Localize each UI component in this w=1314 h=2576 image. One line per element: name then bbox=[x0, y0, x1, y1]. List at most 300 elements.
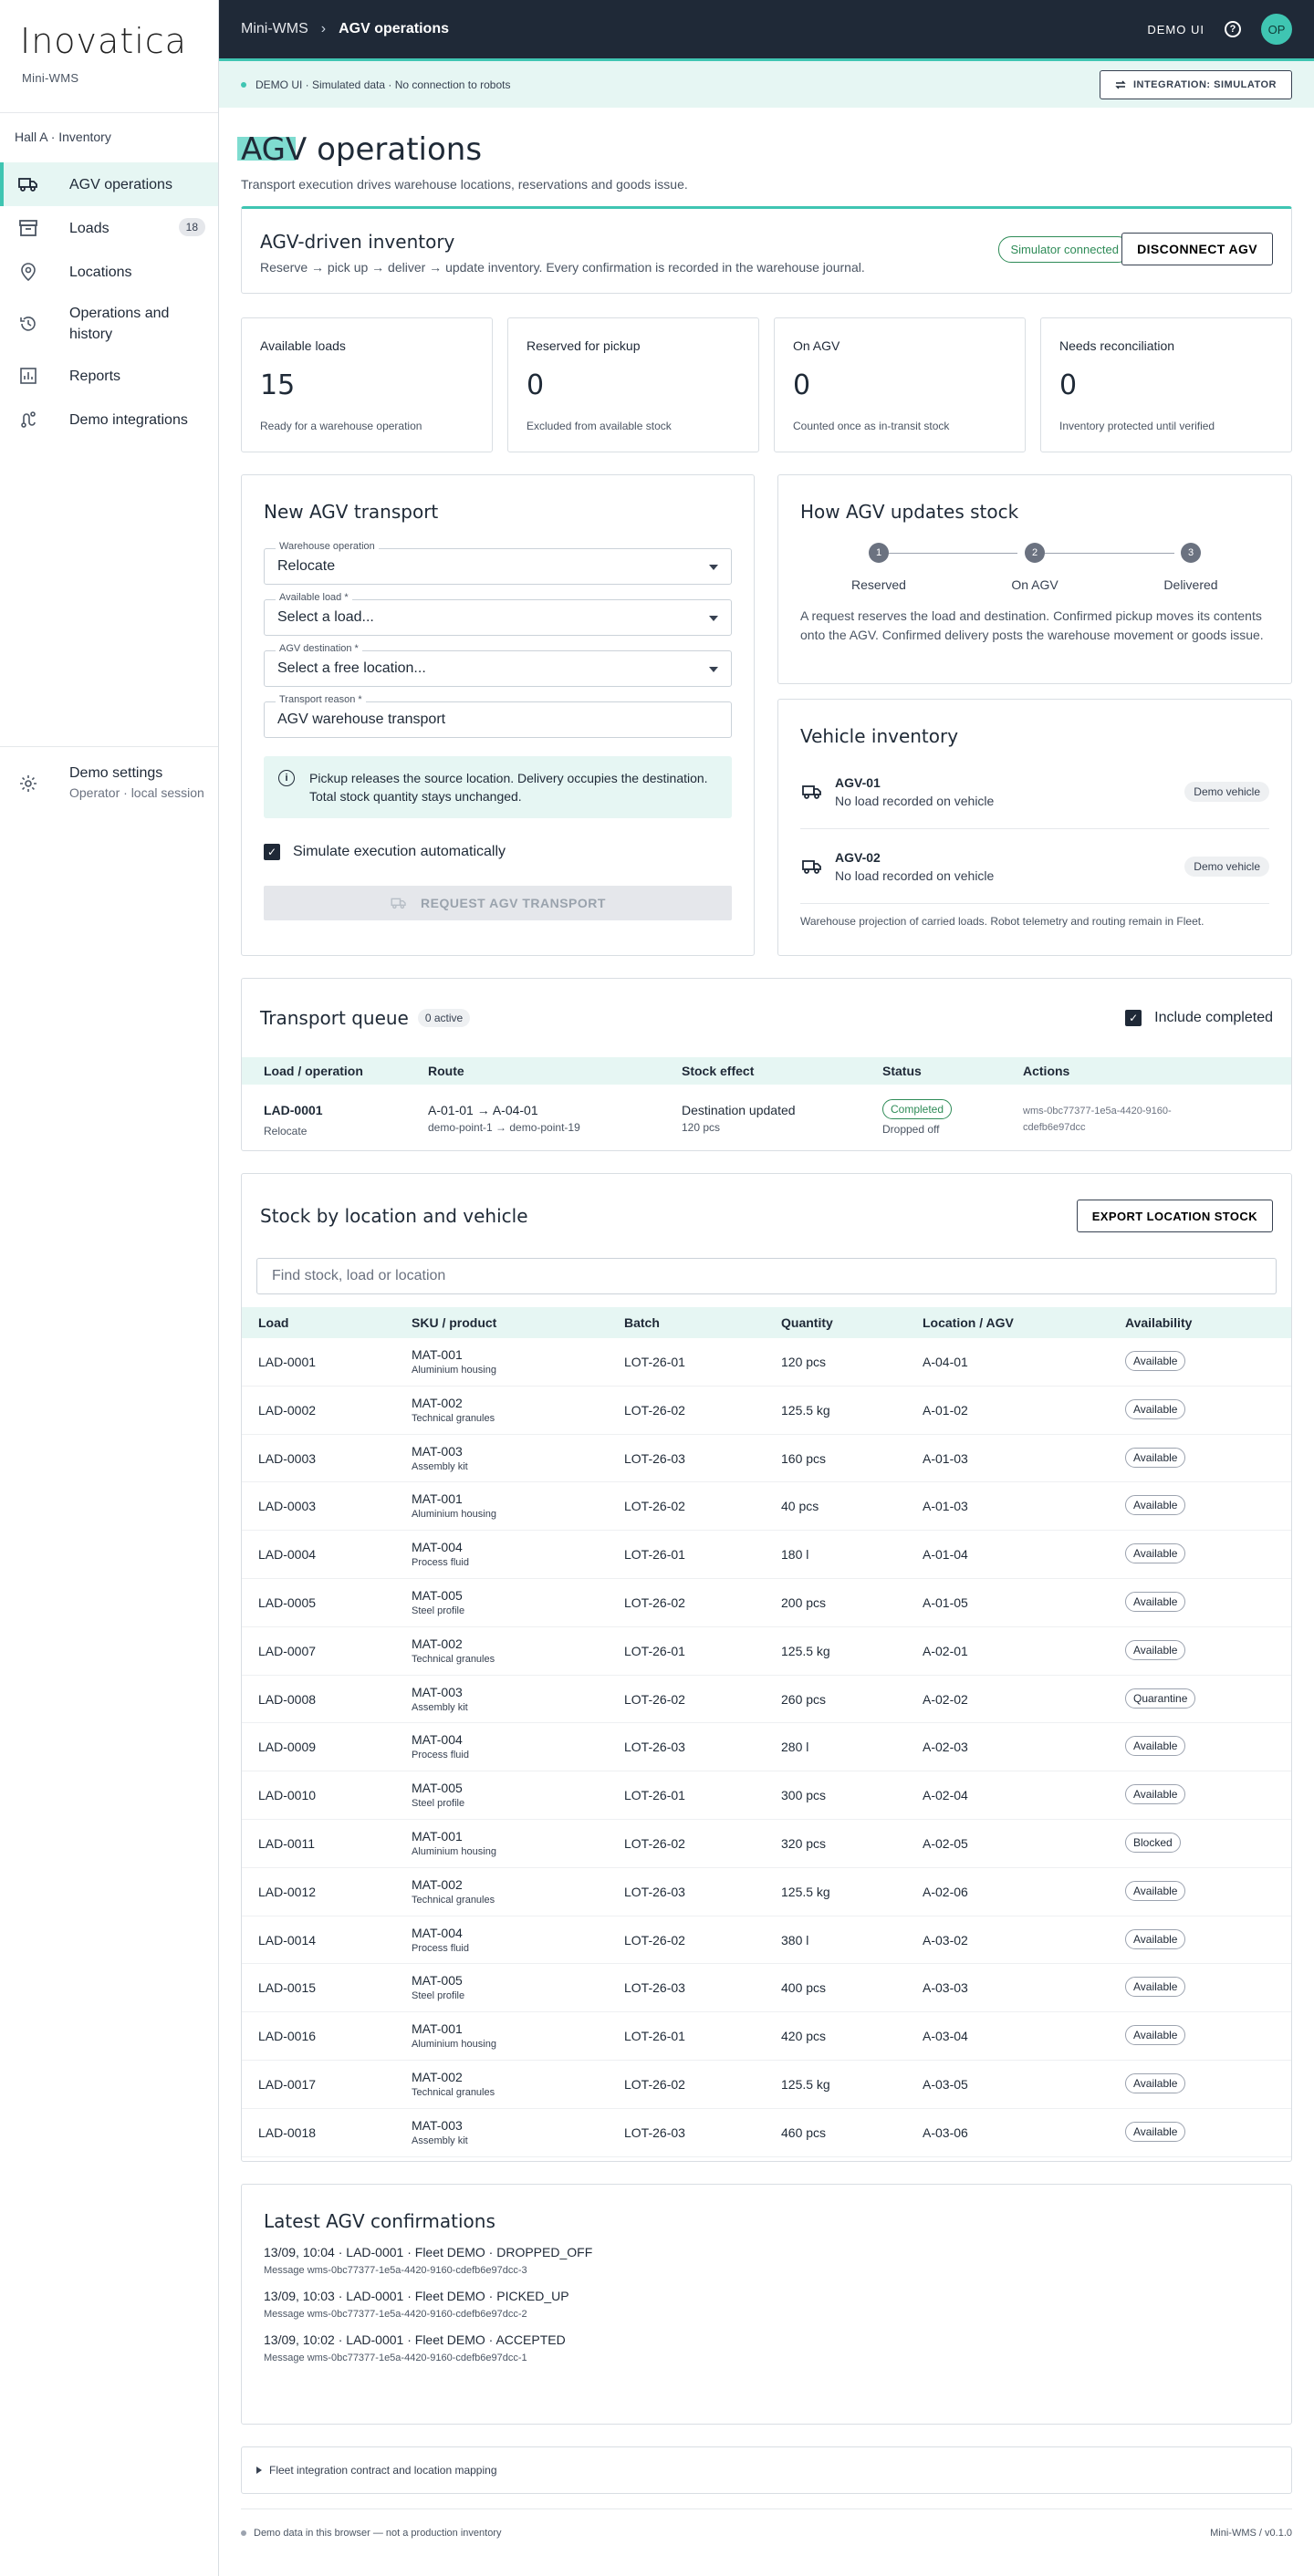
queue-effect-qty: 120 pcs bbox=[682, 1121, 721, 1134]
stock-quantity: 320 pcs bbox=[781, 1835, 827, 1851]
stat-label: Reserved for pickup bbox=[527, 338, 641, 353]
availability-badge: Available bbox=[1125, 1543, 1185, 1563]
stock-sku: MAT-005 bbox=[412, 1781, 463, 1796]
stock-load: LAD-0002 bbox=[258, 1402, 317, 1418]
footer-dot-icon bbox=[241, 2530, 246, 2536]
warehouse-operation-select[interactable] bbox=[264, 541, 732, 585]
stock-product: Technical granules bbox=[412, 1412, 495, 1424]
stock-product: Technical granules bbox=[412, 2086, 495, 2098]
checkbox-checked-icon: ✓ bbox=[1125, 1010, 1142, 1026]
stock-load: LAD-0018 bbox=[258, 2124, 317, 2140]
availability-badge: Available bbox=[1125, 1881, 1185, 1901]
queue-load: LAD-0001 bbox=[264, 1103, 323, 1117]
info-line: Pickup releases the source location. Delivery occupies the destination. bbox=[309, 771, 708, 785]
vehicle-list bbox=[800, 754, 1269, 904]
vehicle-note: Warehouse projection of carried loads. Robot telemetry and routing remain in Fleet. bbox=[800, 915, 1204, 928]
stock-product: Technical granules bbox=[412, 1653, 495, 1665]
agv-destination-select[interactable] bbox=[264, 643, 732, 687]
integration-simulator-button[interactable] bbox=[1100, 70, 1292, 99]
queue-action-id: wms-0bc77377-1e5a-4420-9160-cdefb6e97dcc bbox=[1023, 1106, 1172, 1133]
stat-note: Inventory protected until verified bbox=[1059, 420, 1215, 432]
stock-sku: MAT-001 bbox=[412, 2021, 463, 2037]
sidebar-item-demo-integrations[interactable] bbox=[0, 398, 218, 441]
footer bbox=[241, 2508, 1292, 2539]
sidebar-item-operations-history[interactable] bbox=[0, 294, 218, 354]
how-agv-updates-card bbox=[777, 474, 1292, 684]
sidebar-item-agv-operations[interactable] bbox=[0, 162, 218, 206]
stat-value: 0 bbox=[1059, 369, 1078, 401]
transport-queue-card bbox=[241, 978, 1292, 1151]
confirmations-list bbox=[264, 2245, 1269, 2363]
how-description: A request reserves the load and destination. Confirmed pickup moves its contents onto the AGV. Confirmed delivery posts the warehouse movement or goods issue. bbox=[800, 608, 1264, 642]
queue-active-count: 0 active bbox=[418, 1009, 470, 1027]
sidebar-item-reports[interactable] bbox=[0, 354, 218, 398]
field-value: Relocate bbox=[277, 558, 336, 574]
stock-load: LAD-0011 bbox=[258, 1835, 316, 1851]
stock-batch: LOT-26-02 bbox=[624, 1691, 685, 1707]
stock-quantity: 420 pcs bbox=[781, 2029, 827, 2044]
vehicle-inventory-card bbox=[777, 699, 1292, 956]
availability-badge: Quarantine bbox=[1125, 1688, 1195, 1709]
stock-product: Steel profile bbox=[412, 1990, 465, 2002]
top-bar-actions bbox=[1147, 14, 1292, 45]
stock-batch: LOT-26-03 bbox=[624, 2124, 685, 2140]
footer-note: Demo data in this browser — not a production inventory bbox=[254, 2528, 502, 2539]
map-pin-icon bbox=[18, 262, 38, 282]
stock-quantity: 125.5 kg bbox=[781, 1884, 830, 1899]
column-header: Actions bbox=[1023, 1064, 1070, 1078]
stock-load: LAD-0009 bbox=[258, 1740, 317, 1755]
stat-value: 0 bbox=[793, 369, 811, 401]
demo-vehicle-badge: Demo vehicle bbox=[1184, 857, 1269, 877]
caret-down-icon bbox=[709, 565, 718, 570]
vehicle-inventory-title: Vehicle inventory bbox=[800, 725, 959, 747]
confirmations-title: Latest AGV confirmations bbox=[264, 2210, 495, 2232]
confirmation-message: Message wms-0bc77377-1e5a-4420-9160-cdefb6e97dcc-2 bbox=[264, 2309, 527, 2320]
stock-sku: MAT-002 bbox=[412, 2069, 463, 2084]
checkbox-label: Include completed bbox=[1154, 1010, 1273, 1025]
loads-count-badge: 18 bbox=[179, 218, 205, 236]
stock-product: Process fluid bbox=[412, 1557, 469, 1569]
availability-badge: Available bbox=[1125, 1784, 1185, 1804]
table-row[interactable] bbox=[242, 1820, 1291, 1868]
sidebar-item-label: AGV operations bbox=[69, 176, 172, 192]
settings-subtitle: Operator · local session bbox=[69, 785, 204, 800]
availability-badge: Available bbox=[1125, 1929, 1185, 1949]
stock-load: LAD-0003 bbox=[258, 1450, 317, 1466]
caret-right-icon bbox=[256, 2467, 262, 2474]
breadcrumb-root[interactable]: Mini-WMS bbox=[241, 21, 308, 36]
availability-badge: Available bbox=[1125, 1351, 1185, 1371]
simulator-status-badge: Simulator connected bbox=[998, 236, 1131, 263]
stock-sku: MAT-001 bbox=[412, 1347, 463, 1362]
stock-quantity: 260 pcs bbox=[781, 1691, 827, 1707]
available-load-select[interactable] bbox=[264, 592, 732, 636]
chart-icon bbox=[18, 366, 38, 386]
demo-ui-label: DEMO UI bbox=[1147, 22, 1204, 36]
settings-title: Demo settings bbox=[69, 765, 163, 781]
integration-simulator-label: INTEGRATION: SIMULATOR bbox=[1132, 78, 1277, 90]
stock-location: A-03-02 bbox=[923, 1932, 968, 1948]
vehicle-status: No load recorded on vehicle bbox=[835, 867, 995, 883]
stock-batch: LOT-26-03 bbox=[624, 1884, 685, 1899]
page-title-text: AGV operations bbox=[241, 131, 483, 168]
stock-batch: LOT-26-02 bbox=[624, 1402, 685, 1418]
stock-quantity: 160 pcs bbox=[781, 1450, 827, 1466]
stock-by-location-card bbox=[241, 1173, 1292, 2162]
stock-location: A-02-05 bbox=[923, 1835, 968, 1851]
how-title: How AGV updates stock bbox=[800, 501, 1019, 523]
queue-stock-effect: Destination updated bbox=[682, 1103, 796, 1117]
stock-load: LAD-0010 bbox=[258, 1788, 317, 1803]
top-bar bbox=[219, 0, 1314, 58]
logo-subtitle: Mini-WMS bbox=[22, 71, 79, 85]
availability-badge: Available bbox=[1125, 1495, 1185, 1515]
availability-badge: Available bbox=[1125, 2122, 1185, 2142]
stock-sku: MAT-004 bbox=[412, 1732, 463, 1748]
column-header: Route bbox=[428, 1064, 464, 1078]
stock-header bbox=[242, 1174, 1291, 1258]
request-button-label: REQUEST AGV TRANSPORT bbox=[421, 896, 606, 910]
table-row[interactable] bbox=[242, 2061, 1291, 2109]
stock-product: Technical granules bbox=[412, 1894, 495, 1906]
help-icon[interactable]: ? bbox=[1225, 21, 1241, 37]
sidebar-item-label: Locations bbox=[69, 264, 132, 280]
export-location-stock-button[interactable]: EXPORT LOCATION STOCK bbox=[1077, 1200, 1273, 1232]
stock-location: A-03-06 bbox=[923, 2124, 968, 2140]
stock-batch: LOT-26-03 bbox=[624, 1980, 685, 1996]
stat-note: Excluded from available stock bbox=[527, 420, 672, 432]
sidebar-item-label: Operations and history bbox=[69, 306, 170, 342]
availability-badge: Available bbox=[1125, 1592, 1185, 1612]
info-line: Total stock quantity stays unchanged. bbox=[309, 789, 522, 804]
table-row[interactable] bbox=[242, 1676, 1291, 1724]
stock-location: A-03-04 bbox=[923, 2029, 968, 2044]
stock-sku: MAT-001 bbox=[412, 1828, 463, 1844]
status-badge: Completed bbox=[882, 1099, 952, 1119]
stock-product: Aluminium housing bbox=[412, 1509, 496, 1521]
table-row[interactable] bbox=[242, 1579, 1291, 1627]
stock-location: A-04-01 bbox=[923, 1355, 968, 1369]
fleet-integration-disclosure[interactable] bbox=[241, 2446, 1292, 2494]
field-label: Warehouse operation bbox=[276, 541, 379, 552]
stock-location: A-03-03 bbox=[923, 1980, 968, 1996]
field-value: AGV warehouse transport bbox=[277, 712, 446, 727]
stock-table-header bbox=[242, 1307, 1291, 1338]
stock-sku: MAT-003 bbox=[412, 1684, 463, 1699]
table-row[interactable] bbox=[242, 2012, 1291, 2061]
confirmation-message: Message wms-0bc77377-1e5a-4420-9160-cdefb6e97dcc-3 bbox=[264, 2265, 527, 2276]
stock-quantity: 125.5 kg bbox=[781, 1643, 830, 1658]
stock-sku: MAT-002 bbox=[412, 1636, 463, 1651]
table-row[interactable] bbox=[242, 1482, 1291, 1531]
step-number: 1 bbox=[869, 543, 889, 563]
stock-load: LAD-0003 bbox=[258, 1499, 317, 1514]
step-number: 3 bbox=[1181, 543, 1201, 563]
table-row[interactable] bbox=[242, 1723, 1291, 1771]
stock-sku: MAT-004 bbox=[412, 1540, 463, 1555]
history-icon bbox=[18, 314, 38, 334]
field-value: Select a load... bbox=[277, 609, 374, 625]
stock-location: A-02-06 bbox=[923, 1884, 968, 1899]
vehicle-status: No load recorded on vehicle bbox=[835, 793, 995, 808]
transport-info-box bbox=[264, 756, 732, 818]
field-value: Select a free location... bbox=[277, 660, 426, 676]
stock-load: LAD-0016 bbox=[258, 2029, 317, 2044]
vehicle-item-agv-02[interactable] bbox=[800, 829, 1269, 904]
list-item bbox=[264, 2245, 1269, 2276]
swap-icon bbox=[1115, 79, 1126, 90]
column-header: Availability bbox=[1125, 1315, 1193, 1330]
info-icon: i bbox=[278, 770, 295, 786]
stat-label: On AGV bbox=[793, 338, 840, 353]
fleet-integration-label: Fleet integration contract and location mapping bbox=[269, 2464, 497, 2477]
stock-load: LAD-0015 bbox=[258, 1980, 317, 1996]
list-item bbox=[264, 2332, 1269, 2363]
stock-batch: LOT-26-01 bbox=[624, 2029, 685, 2044]
stock-sku: MAT-003 bbox=[412, 1443, 463, 1459]
breadcrumb-chevron-icon: › bbox=[320, 21, 327, 36]
column-header: Status bbox=[882, 1064, 922, 1078]
stat-label: Needs reconciliation bbox=[1059, 338, 1175, 353]
column-header: Stock effect bbox=[682, 1064, 755, 1078]
gear-icon bbox=[18, 774, 38, 794]
sidebar-item-loads[interactable] bbox=[0, 206, 218, 250]
demo-banner bbox=[219, 58, 1314, 108]
stock-location: A-01-03 bbox=[923, 1450, 968, 1466]
caret-down-icon bbox=[709, 667, 718, 672]
step-label: Reserved bbox=[851, 577, 906, 592]
sidebar-item-label: Reports bbox=[69, 368, 121, 384]
stock-quantity: 180 l bbox=[781, 1547, 809, 1563]
column-header: Load / operation bbox=[264, 1064, 363, 1078]
stock-sku: MAT-003 bbox=[412, 2117, 463, 2133]
availability-badge: Available bbox=[1125, 1977, 1185, 1997]
table-row[interactable] bbox=[242, 1771, 1291, 1820]
stock-quantity: 125.5 kg bbox=[781, 1402, 830, 1418]
include-completed-checkbox[interactable] bbox=[1125, 1010, 1273, 1026]
stock-product: Assembly kit bbox=[412, 1460, 468, 1472]
stock-load: LAD-0008 bbox=[258, 1691, 317, 1707]
stock-product: Process fluid bbox=[412, 1942, 469, 1954]
stat-needs-reconciliation bbox=[1040, 317, 1292, 452]
stat-available-loads bbox=[241, 317, 493, 452]
footer-version: Mini-WMS / v0.1.0 bbox=[1210, 2528, 1292, 2539]
confirmation-text: 13/09, 10:04 · LAD-0001 · Fleet DEMO · DROPPED_OFF bbox=[264, 2245, 593, 2259]
stock-batch: LOT-26-01 bbox=[624, 1355, 685, 1369]
logo[interactable]: Inovatica bbox=[20, 21, 187, 61]
latest-confirmations-card bbox=[241, 2184, 1292, 2425]
stat-note: Counted once as in-transit stock bbox=[793, 420, 950, 432]
simulate-execution-checkbox[interactable] bbox=[264, 844, 732, 860]
confirmation-text: 13/09, 10:02 · LAD-0001 · Fleet DEMO · ACCEPTED bbox=[264, 2332, 566, 2347]
transport-reason-input[interactable] bbox=[264, 694, 732, 738]
stock-location: A-01-02 bbox=[923, 1402, 968, 1418]
stock-load: LAD-0014 bbox=[258, 1932, 317, 1948]
table-row[interactable] bbox=[242, 1916, 1291, 1965]
page-title bbox=[241, 131, 482, 168]
availability-badge: Available bbox=[1125, 2073, 1185, 2093]
column-header: Load bbox=[258, 1315, 289, 1330]
stock-batch: LOT-26-02 bbox=[624, 1499, 685, 1514]
stock-batch: LOT-26-02 bbox=[624, 2076, 685, 2092]
table-row[interactable] bbox=[242, 1387, 1291, 1435]
archive-icon bbox=[18, 218, 38, 238]
table-row[interactable] bbox=[242, 1627, 1291, 1676]
availability-badge: Blocked bbox=[1125, 1833, 1181, 1853]
stock-batch: LOT-26-03 bbox=[624, 1450, 685, 1466]
main-grid bbox=[241, 192, 1292, 2576]
column-header: Batch bbox=[624, 1315, 660, 1330]
list-item bbox=[264, 2289, 1269, 2320]
stock-quantity: 280 l bbox=[781, 1740, 809, 1755]
field-label: AGV destination * bbox=[276, 643, 362, 654]
checkbox-checked-icon: ✓ bbox=[264, 844, 280, 860]
disconnect-agv-button[interactable]: DISCONNECT AGV bbox=[1121, 233, 1273, 265]
queue-route-points: demo-point-1 → demo-point-19 bbox=[428, 1121, 580, 1134]
queue-operation: Relocate bbox=[264, 1125, 308, 1137]
stock-location: A-02-03 bbox=[923, 1740, 968, 1755]
table-row[interactable] bbox=[242, 1531, 1291, 1579]
truck-icon bbox=[18, 174, 38, 194]
column-header: Quantity bbox=[781, 1315, 833, 1330]
sidebar-nav bbox=[0, 162, 218, 441]
status-steps bbox=[800, 543, 1269, 601]
step-label: Delivered bbox=[1163, 577, 1218, 592]
stock-location: A-03-05 bbox=[923, 2076, 968, 2092]
sidebar-section-title: Hall A · Inventory bbox=[15, 130, 111, 144]
confirmation-message: Message wms-0bc77377-1e5a-4420-9160-cdefb6e97dcc-1 bbox=[264, 2353, 527, 2363]
route-icon bbox=[18, 410, 38, 430]
column-header: Location / AGV bbox=[923, 1315, 1014, 1330]
stock-location: A-01-04 bbox=[923, 1547, 968, 1563]
stock-quantity: 125.5 kg bbox=[781, 2076, 830, 2092]
request-agv-transport-button[interactable] bbox=[264, 886, 732, 920]
step-label: On AGV bbox=[1011, 577, 1058, 592]
queue-table-header bbox=[242, 1057, 1291, 1085]
availability-badge: Available bbox=[1125, 1736, 1185, 1756]
stock-location: A-02-04 bbox=[923, 1788, 968, 1803]
step-reserved bbox=[833, 543, 924, 592]
availability-badge: Available bbox=[1125, 2025, 1185, 2045]
sidebar bbox=[0, 0, 219, 2576]
agv-inventory-title: AGV-driven inventory bbox=[260, 231, 455, 253]
table-row[interactable] bbox=[242, 1868, 1291, 1916]
stock-batch: LOT-26-02 bbox=[624, 1932, 685, 1948]
table-row[interactable] bbox=[242, 1964, 1291, 2012]
queue-status-detail: Dropped off bbox=[882, 1123, 940, 1136]
stock-batch: LOT-26-03 bbox=[624, 1740, 685, 1755]
stock-location: A-01-03 bbox=[923, 1499, 968, 1514]
stock-sku: MAT-004 bbox=[412, 1925, 463, 1940]
stock-title: Stock by location and vehicle bbox=[260, 1205, 528, 1227]
status-dot-icon bbox=[241, 82, 246, 88]
queue-title: Transport queue bbox=[260, 1007, 409, 1029]
checkbox-label: Simulate execution automatically bbox=[293, 844, 506, 859]
main-content bbox=[241, 108, 1292, 2576]
breadcrumb-current: AGV operations bbox=[339, 21, 449, 36]
stock-search-input[interactable]: Find stock, load or location bbox=[256, 1258, 1277, 1294]
demo-vehicle-badge: Demo vehicle bbox=[1184, 782, 1269, 802]
stat-reserved-pickup bbox=[507, 317, 759, 452]
stock-location: A-02-02 bbox=[923, 1691, 968, 1707]
stock-batch: LOT-26-01 bbox=[624, 1547, 685, 1563]
table-row[interactable] bbox=[242, 1338, 1291, 1387]
sidebar-item-locations[interactable] bbox=[0, 250, 218, 294]
stat-on-agv bbox=[774, 317, 1026, 452]
confirmation-text: 13/09, 10:03 · LAD-0001 · Fleet DEMO · PICKED_UP bbox=[264, 2289, 569, 2303]
stock-quantity: 400 pcs bbox=[781, 1980, 827, 1996]
stock-load: LAD-0017 bbox=[258, 2076, 317, 2092]
stock-quantity: 200 pcs bbox=[781, 1594, 827, 1610]
stock-sku: MAT-001 bbox=[412, 1491, 463, 1507]
stock-product: Aluminium housing bbox=[412, 2039, 496, 2051]
new-agv-transport-card bbox=[241, 474, 755, 956]
stock-quantity: 40 pcs bbox=[781, 1499, 819, 1514]
stock-quantity: 120 pcs bbox=[781, 1355, 827, 1369]
sidebar-item-label: Loads bbox=[69, 220, 110, 236]
vehicle-name: AGV-01 bbox=[835, 774, 881, 790]
step-on-agv bbox=[989, 543, 1080, 592]
stock-location: A-02-01 bbox=[923, 1643, 968, 1658]
sidebar-settings[interactable] bbox=[0, 746, 218, 800]
stat-label: Available loads bbox=[260, 338, 346, 353]
table-row[interactable] bbox=[242, 1435, 1291, 1483]
stock-product: Assembly kit bbox=[412, 2135, 468, 2146]
stock-table-body bbox=[242, 1338, 1291, 2157]
table-row[interactable] bbox=[242, 1085, 1291, 1150]
truck-icon bbox=[802, 782, 822, 802]
truck-icon bbox=[390, 897, 408, 909]
stock-product: Aluminium housing bbox=[412, 1845, 496, 1857]
availability-badge: Available bbox=[1125, 1399, 1185, 1419]
stat-value: 15 bbox=[260, 369, 296, 401]
caret-down-icon bbox=[709, 616, 718, 621]
vehicle-name: AGV-02 bbox=[835, 849, 881, 865]
stock-batch: LOT-26-02 bbox=[624, 1594, 685, 1610]
stock-load: LAD-0004 bbox=[258, 1547, 317, 1563]
queue-header bbox=[242, 979, 1291, 1057]
stat-value: 0 bbox=[527, 369, 545, 401]
truck-icon bbox=[802, 857, 822, 877]
stock-product: Process fluid bbox=[412, 1750, 469, 1761]
field-label: Transport reason * bbox=[276, 694, 366, 705]
stock-load: LAD-0007 bbox=[258, 1643, 317, 1658]
avatar[interactable]: OP bbox=[1261, 14, 1292, 45]
stock-product: Steel profile bbox=[412, 1605, 465, 1616]
table-row[interactable] bbox=[242, 2109, 1291, 2157]
agv-inventory-subtitle: Reserve → pick up → deliver → update inventory. Every confirmation is recorded in the warehouse journal. bbox=[260, 260, 865, 275]
queue-route: A-01-01 → A-04-01 bbox=[428, 1103, 538, 1117]
vehicle-item-agv-01[interactable] bbox=[800, 754, 1269, 829]
demo-banner-text: DEMO UI · Simulated data · No connection to robots bbox=[256, 78, 511, 91]
step-number: 2 bbox=[1025, 543, 1045, 563]
stock-load: LAD-0012 bbox=[258, 1884, 317, 1899]
step-delivered bbox=[1145, 543, 1236, 592]
stock-quantity: 460 pcs bbox=[781, 2124, 827, 2140]
page-subtitle: Transport execution drives warehouse locations, reservations and goods issue. bbox=[241, 177, 688, 192]
stock-load: LAD-0001 bbox=[258, 1355, 317, 1369]
stock-sku: MAT-005 bbox=[412, 1973, 463, 1989]
stock-location: A-01-05 bbox=[923, 1594, 968, 1610]
stock-load: LAD-0005 bbox=[258, 1594, 317, 1610]
availability-badge: Available bbox=[1125, 1448, 1185, 1468]
stock-sku: MAT-002 bbox=[412, 1876, 463, 1892]
stock-sku: MAT-002 bbox=[412, 1395, 463, 1410]
sidebar-item-label: Demo integrations bbox=[69, 411, 188, 428]
stock-batch: LOT-26-01 bbox=[624, 1788, 685, 1803]
stat-note: Ready for a warehouse operation bbox=[260, 420, 422, 432]
